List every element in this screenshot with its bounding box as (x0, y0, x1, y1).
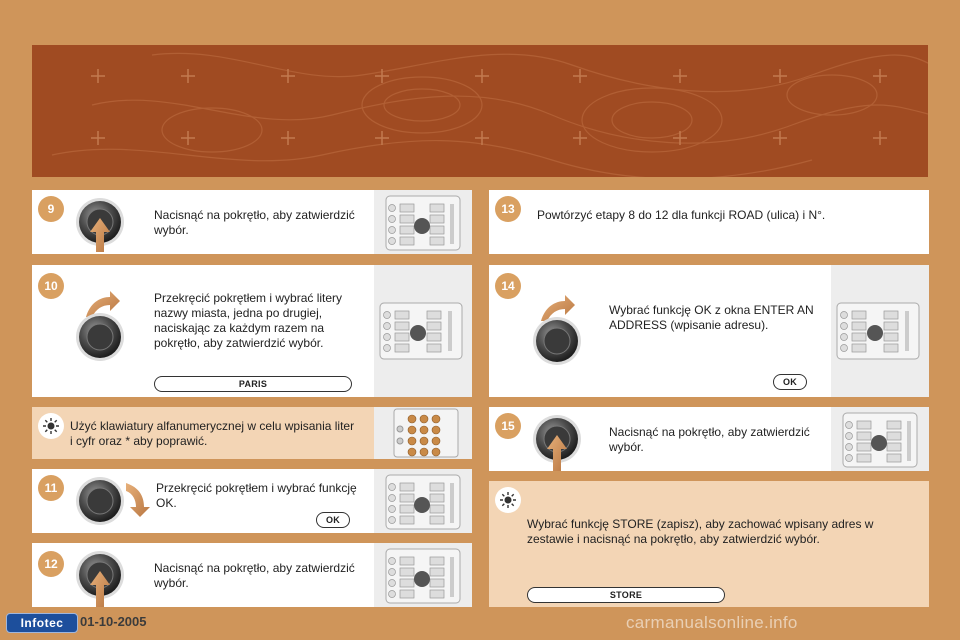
radio-unit-icon (831, 407, 929, 471)
keypad-icon (374, 407, 472, 459)
radio-unit-icon (374, 469, 472, 533)
step-number: 11 (38, 475, 64, 501)
step-10-panel (32, 265, 472, 397)
ok-button[interactable]: OK (316, 512, 350, 528)
step-11-text: Przekręcić pokrętłem i wybrać funkcję OK. (156, 481, 357, 510)
step-13-panel (489, 190, 929, 254)
sun-tip-icon (38, 413, 64, 439)
step-9-panel (32, 190, 472, 254)
step-number: 12 (38, 551, 64, 577)
radio-unit-icon (831, 265, 929, 397)
header-banner (32, 45, 928, 177)
watermark: carmanualsonline.info (626, 613, 798, 632)
step-number: 10 (38, 273, 64, 299)
curved-arrow-icon (124, 479, 154, 519)
tip-1-panel (32, 407, 472, 459)
step-9-text: Nacisnąć na pokrętło, aby zatwierdzić wybór. (154, 208, 355, 237)
step-11-panel (32, 469, 472, 533)
rotary-knob-icon (529, 409, 585, 471)
rotary-knob-icon (72, 473, 128, 529)
step-number: 13 (495, 196, 521, 222)
tip-2-panel (489, 481, 929, 607)
step-12-panel (32, 543, 472, 607)
step-15-text: Nacisnąć na pokrętło, aby zatwierdzić wybór. (609, 425, 810, 454)
step-12-text: Nacisnąć na pokrętło, aby zatwierdzić wybór. (154, 561, 355, 590)
banner-pattern (32, 45, 928, 177)
step-14-text: Wybrać funkcję OK z okna ENTER AN ADDRESS (wpisanie adresu). (609, 303, 814, 332)
paris-field: PARIS (154, 376, 352, 392)
step-14-panel (489, 265, 929, 397)
store-button[interactable]: STORE (527, 587, 725, 603)
step-10-text: Przekręcić pokrętłem i wybrać litery nazwy miasta, jedna po drugiej, naciskając za każdym razem na pokrętło, aby zatwierdzić wybór. (154, 291, 343, 350)
footer-date: 01-10-2005 (80, 614, 147, 629)
sun-tip-icon (495, 487, 521, 513)
step-15-panel (489, 407, 929, 471)
step-number: 9 (38, 196, 64, 222)
radio-unit-icon (374, 190, 472, 254)
tip-2-text: Wybrać funkcję STORE (zapisz), aby zachować wpisany adres w zestawie i nacisnąć na pokrętło, aby zatwierdzić wybór. (527, 517, 874, 546)
rotary-knob-icon (72, 192, 128, 254)
rotary-knob-icon (72, 309, 128, 365)
tip-1-text: Użyć klawiatury alfanumerycznej w celu wpisania liter i cyfr oraz * aby poprawić. (70, 419, 355, 448)
radio-unit-icon (374, 265, 472, 397)
step-13-text: Powtórzyć etapy 8 do 12 dla funkcji ROAD (ulica) i N°. (537, 208, 826, 222)
rotary-knob-icon (72, 545, 128, 607)
step-number: 14 (495, 273, 521, 299)
step-number: 15 (495, 413, 521, 439)
radio-unit-icon (374, 543, 472, 607)
rotary-knob-icon (529, 313, 585, 369)
ok-button[interactable]: OK (773, 374, 807, 390)
infotec-logo: Infotec (6, 613, 78, 633)
